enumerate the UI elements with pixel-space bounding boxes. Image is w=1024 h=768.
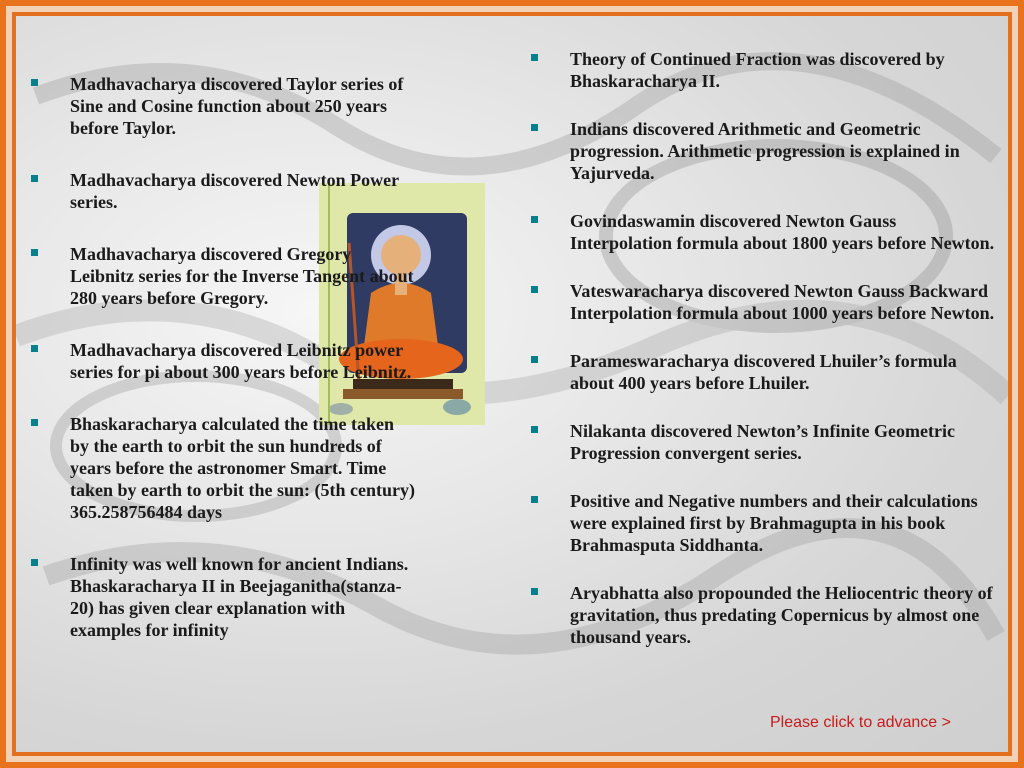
right-bullet-list — [570, 48, 995, 648]
left-bullet-list — [70, 73, 415, 641]
bullet-item: Govindaswamin discovered Newton Gauss Interpolation formula about 1800 years before Newton. — [570, 210, 995, 254]
bullet-marker — [531, 124, 538, 131]
bullet-item: Madhavacharya discovered Leibnitz power series for pi about 300 years before Leibnitz. — [70, 339, 415, 383]
bullet-marker — [531, 54, 538, 61]
bullet-item: Madhavacharya discovered Taylor series of Sine and Cosine function about 250 years before Taylor. — [70, 73, 415, 139]
bullet-item: Vateswaracharya discovered Newton Gauss Backward Interpolation formula about 1000 years before Newton. — [570, 280, 995, 324]
bullet-marker — [31, 249, 38, 256]
bullet-marker — [31, 419, 38, 426]
bullet-item: Bhaskaracharya calculated the time taken by the earth to orbit the sun hundreds of years before the astronomer Smart. Time taken by earth to orbit the sun: (5th century) 365.258756484 days — [70, 413, 415, 523]
bullet-marker — [531, 496, 538, 503]
bullet-item: Madhavacharya discovered Newton Power series. — [70, 169, 415, 213]
bullet-item: Indians discovered Arithmetic and Geometric progression. Arithmetic progression is explained in Yajurveda. — [570, 118, 995, 184]
bullet-item: Theory of Continued Fraction was discovered by Bhaskaracharya II. — [570, 48, 995, 92]
advance-link[interactable]: Please click to advance > — [770, 714, 951, 731]
bullet-marker — [31, 79, 38, 86]
bullet-item: Aryabhatta also propounded the Heliocentric theory of gravitation, thus predating Copernicus by almost one thousand years. — [570, 582, 995, 648]
bullet-item: Positive and Negative numbers and their calculations were explained first by Brahmagupta in his book Brahmasputa Siddhanta. — [570, 490, 995, 556]
bullet-marker — [531, 588, 538, 595]
bullet-marker — [531, 216, 538, 223]
bullet-item: Nilakanta discovered Newton’s Infinite Geometric Progression convergent series. — [570, 420, 995, 464]
bullet-item: Madhavacharya discovered Gregory Leibnitz series for the Inverse Tangent about 280 years before Gregory. — [70, 243, 415, 309]
slide-content — [16, 16, 1008, 752]
bullet-marker — [31, 345, 38, 352]
bullet-marker — [531, 286, 538, 293]
bullet-marker — [531, 426, 538, 433]
bullet-marker — [31, 175, 38, 182]
bullet-item: Infinity was well known for ancient Indians. Bhaskaracharya II in Beejaganitha(stanza-20) has given clear explanation with examples for infinity — [70, 553, 415, 641]
bullet-item: Parameswaracharya discovered Lhuiler’s formula about 400 years before Lhuiler. — [570, 350, 995, 394]
bullet-marker — [31, 559, 38, 566]
bullet-marker — [531, 356, 538, 363]
